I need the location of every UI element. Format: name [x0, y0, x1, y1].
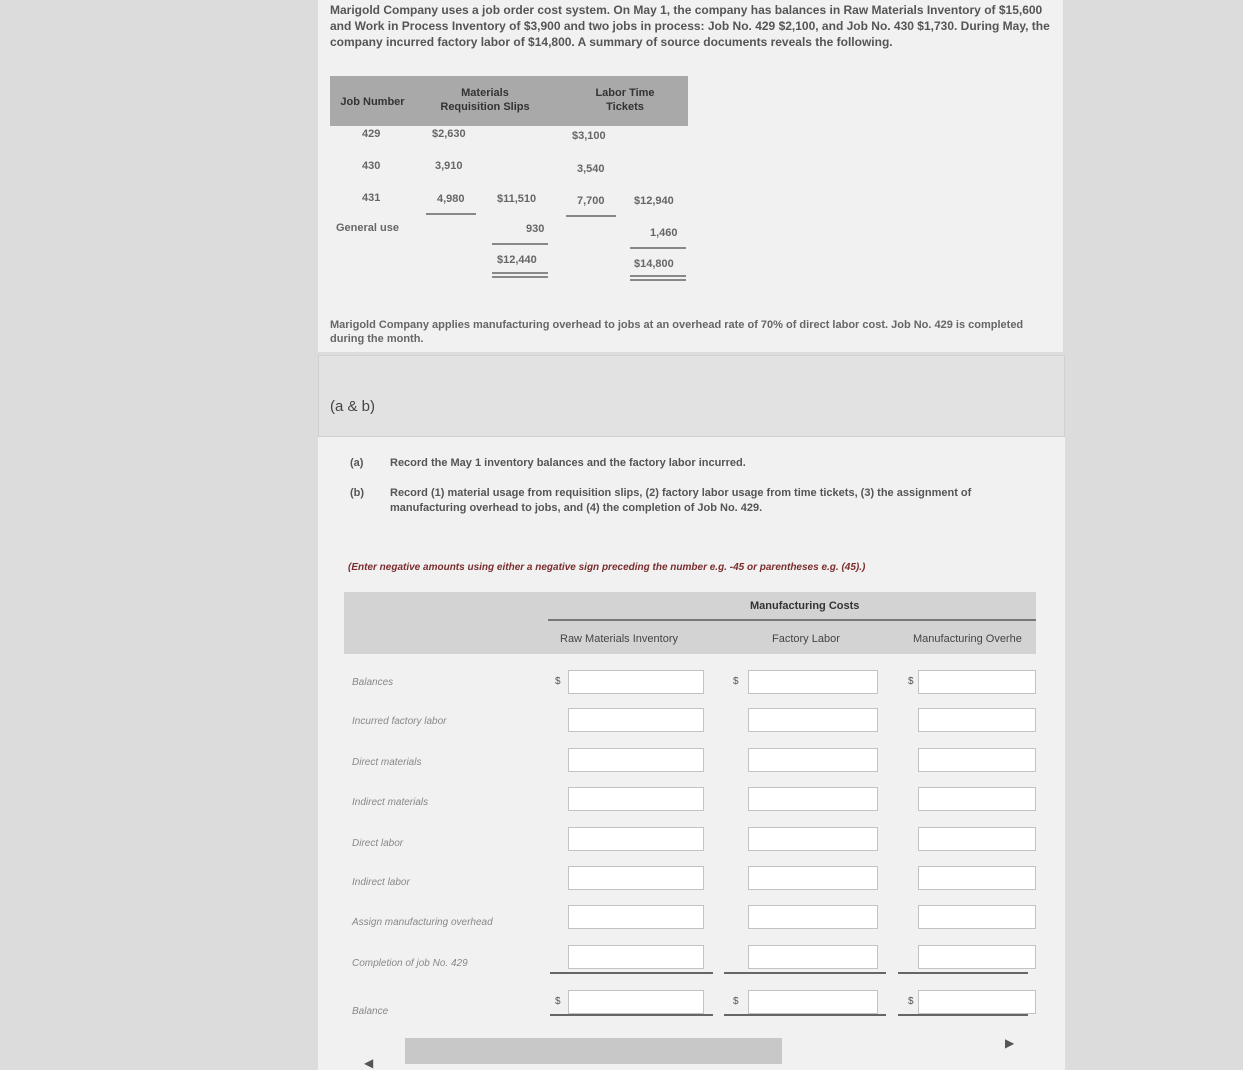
row-lab-total: $14,800 [634, 258, 674, 270]
amount-input[interactable] [918, 945, 1036, 969]
instruction-tag: (b) [350, 487, 365, 499]
negative-amounts-note: (Enter negative amounts using either a negative sign preceding the number e.g. -45 or parentheses e.g. (45).) [348, 562, 866, 573]
header-labor: Labor Time Tickets [595, 87, 655, 113]
problem-panel [318, 0, 1063, 352]
dollar-sign: $ [908, 996, 914, 1007]
underline [566, 215, 616, 217]
underline [630, 247, 686, 249]
dollar-sign: $ [555, 996, 561, 1007]
dollar-sign: $ [733, 676, 739, 687]
amount-input[interactable] [918, 748, 1036, 772]
total-rule [550, 972, 713, 974]
row-job: 431 [362, 192, 381, 204]
column-header-raw-materials: Raw Materials Inventory [560, 633, 678, 645]
manufacturing-costs-title: Manufacturing Costs [750, 600, 860, 612]
row-label: Indirect labor [352, 877, 410, 888]
row-mat-total: $12,440 [497, 254, 537, 266]
row-job: 430 [362, 160, 381, 172]
amount-input[interactable] [748, 748, 878, 772]
amount-input[interactable] [568, 905, 704, 929]
amount-input[interactable] [568, 708, 704, 732]
instruction-b [350, 486, 1030, 520]
amount-input[interactable] [568, 827, 704, 851]
amount-input[interactable] [918, 787, 1036, 811]
amount-input[interactable] [568, 945, 704, 969]
column-header-manufacturing-overhead: Manufacturing Overhe [913, 633, 1022, 645]
dollar-sign: $ [555, 676, 561, 687]
amount-input[interactable] [918, 827, 1036, 851]
row-label: Incurred factory labor [352, 716, 447, 727]
row-job: General use [336, 222, 399, 234]
row-job: 429 [362, 128, 381, 140]
amount-input[interactable] [748, 905, 878, 929]
amount-input[interactable] [568, 866, 704, 890]
underline [426, 213, 476, 215]
row-label: Indirect materials [352, 797, 429, 808]
total-rule [898, 972, 1028, 974]
amount-input[interactable] [918, 670, 1036, 694]
underline [492, 243, 548, 245]
amount-input[interactable] [748, 990, 878, 1014]
instruction-text: Record (1) material usage from requisition slips, (2) factory labor usage from time tickets, (3) the assignment of manufacturing overhead to jobs, and (4) the completion of Job No. 429. [390, 487, 972, 514]
horizontal-scrollbar[interactable] [405, 1038, 782, 1064]
instruction-tag: (a) [350, 457, 364, 469]
header-materials: Materials Requisition Slips [440, 87, 530, 113]
amount-input[interactable] [748, 827, 878, 851]
amount-input[interactable] [568, 748, 704, 772]
amount-input[interactable] [568, 670, 704, 694]
amount-input[interactable] [918, 708, 1036, 732]
row-lab: 3,540 [577, 163, 605, 175]
row-lab-total: $12,940 [634, 195, 674, 207]
column-header-factory-labor: Factory Labor [772, 633, 840, 645]
intro-text: Marigold Company uses a job order cost system. On May 1, the company has balances in Raw Materials Inventory of $15,600 and Work in Process Inventory of $3,900 and two jobs in process: Job No. 429 $2,100, and Job No. 430 $1,730. During May, the company incurred factory labor of $14,800. A summary of source documents reveals the following. [330, 3, 1050, 49]
double-underline [630, 279, 686, 281]
header-job-number: Job Number [340, 96, 405, 108]
row-mat: 4,980 [437, 193, 465, 205]
row-label: Direct materials [352, 757, 422, 768]
double-underline [492, 276, 548, 278]
scroll-left-icon[interactable]: ◀ [364, 1056, 374, 1070]
amount-input[interactable] [568, 990, 704, 1014]
job-summary-table [330, 76, 688, 126]
amount-input[interactable] [748, 670, 878, 694]
row-label: Assign manufacturing overhead [352, 917, 493, 928]
amount-input[interactable] [748, 787, 878, 811]
double-underline [492, 272, 548, 274]
instruction-text: Record the May 1 inventory balances and the factory labor incurred. [390, 457, 746, 469]
group-underline [548, 619, 1036, 621]
row-lab: 7,700 [577, 195, 605, 207]
dollar-sign: $ [908, 676, 914, 687]
amount-input[interactable] [918, 990, 1036, 1014]
amount-input[interactable] [748, 708, 878, 732]
total-rule [898, 1014, 1028, 1016]
row-label: Balances [352, 677, 394, 688]
row-mat: 3,910 [435, 160, 463, 172]
job-table-header [330, 76, 688, 126]
total-rule [724, 1014, 886, 1016]
dollar-sign: $ [733, 996, 739, 1007]
row-label: Balance [352, 1006, 389, 1017]
amount-input[interactable] [568, 787, 704, 811]
section-header-panel [318, 355, 1065, 437]
total-rule [550, 1014, 713, 1016]
total-rule [724, 972, 886, 974]
row-lab-total: 1,460 [650, 227, 678, 239]
scroll-right-icon[interactable]: ▶ [1005, 1036, 1015, 1050]
row-mat-total: 930 [526, 223, 545, 235]
amount-input[interactable] [748, 945, 878, 969]
overhead-note: Marigold Company applies manufacturing overhead to jobs at an overhead rate of 70% of direct labor cost. Job No. 429 is completed during the month. [330, 319, 1024, 345]
section-label: (a & b) [330, 398, 376, 415]
row-mat-total: $11,510 [497, 193, 537, 205]
amount-input[interactable] [918, 905, 1036, 929]
instruction-a [350, 456, 1030, 476]
row-lab: $3,100 [572, 130, 606, 142]
amount-input[interactable] [918, 866, 1036, 890]
row-label: Completion of job No. 429 [352, 958, 468, 969]
row-mat: $2,630 [432, 128, 466, 140]
row-label: Direct labor [352, 838, 404, 849]
double-underline [630, 275, 686, 277]
amount-input[interactable] [748, 866, 878, 890]
